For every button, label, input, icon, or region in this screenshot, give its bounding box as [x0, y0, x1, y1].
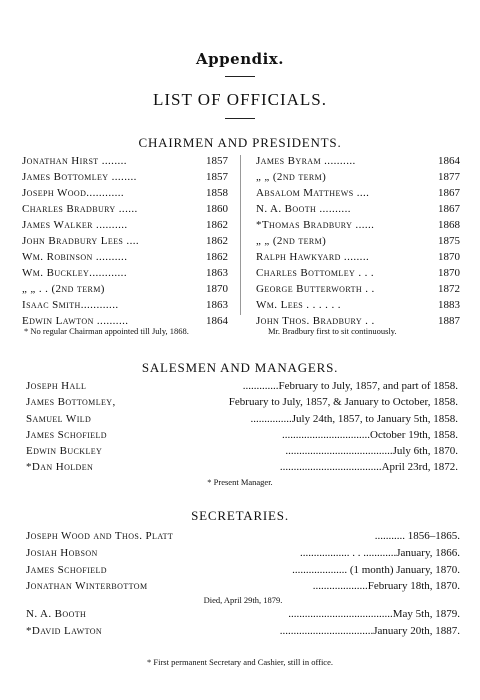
- official-name: Wm. Lees . . . . . .: [256, 299, 341, 311]
- list-title: LIST OF OFFICIALS.: [152, 90, 328, 109]
- chairmen-note-right: Mr. Bradbury first to sit continuously.: [268, 326, 397, 336]
- official-year: 1870: [438, 267, 460, 279]
- official-year: 1870: [438, 251, 460, 263]
- secretary-detail: .................... (1 month) January, 1870.: [292, 563, 460, 576]
- salesmen-note: * Present Manager.: [207, 477, 273, 487]
- official-name: John Bradbury Lees ....: [22, 235, 140, 247]
- official-name: Isaac Smith............: [22, 299, 119, 311]
- official-name: „ „ . . (2nd term): [22, 283, 105, 295]
- official-row: [22, 201, 228, 217]
- official-name: Wm. Robinson ..........: [22, 251, 128, 263]
- secretary-row: [26, 528, 460, 545]
- salesman-detail: .....................................April 23rd, 1872.: [279, 461, 458, 474]
- salesman-row: [26, 459, 458, 475]
- salesman-name: Edwin Buckley: [26, 445, 103, 458]
- secretary-row: [26, 545, 460, 562]
- official-row: [256, 169, 460, 185]
- official-name: „ „ (2nd term): [256, 171, 327, 183]
- chairmen-left-column: [22, 153, 228, 329]
- official-name: Absalom Matthews ....: [256, 187, 370, 199]
- official-name: „ „ (2nd term): [256, 235, 327, 247]
- official-row: [22, 153, 228, 169]
- official-year: 1857: [206, 171, 228, 183]
- died-note: Died, April 29th, 1879.: [203, 595, 283, 606]
- salesman-row: [26, 394, 458, 410]
- official-year: 1872: [438, 283, 460, 295]
- secretary-name: *David Lawton: [26, 624, 103, 637]
- official-row: [256, 201, 460, 217]
- official-row: [256, 265, 460, 281]
- official-row: [256, 297, 460, 313]
- secretary-name: James Schofield: [26, 563, 107, 576]
- secretary-detail: ..................................January 20th, 1887.: [279, 624, 460, 637]
- salesmen-list: [26, 378, 458, 476]
- official-year: 1857: [206, 155, 228, 167]
- salesman-detail: .......................................July 6th, 1870.: [285, 445, 458, 458]
- official-row: [256, 249, 460, 265]
- official-row: [256, 153, 460, 169]
- secretary-row: [26, 623, 460, 640]
- official-year: 1868: [438, 219, 460, 231]
- secretary-name: N. A. Booth: [26, 608, 87, 621]
- official-row: [22, 265, 228, 281]
- official-year: 1862: [206, 219, 228, 231]
- salesman-detail: ................................October 19th, 1858.: [282, 428, 458, 441]
- secretary-name: Joseph Wood and Thos. Platt: [26, 530, 174, 542]
- salesman-detail: ...............July 24th, 1857, to January 5th, 1858.: [250, 412, 458, 425]
- secretary-row: [26, 578, 460, 595]
- chairmen-heading: CHAIRMEN AND PRESIDENTS.: [138, 135, 342, 150]
- chairmen-right-column: [256, 153, 460, 329]
- official-row: [22, 217, 228, 233]
- secretary-detail: .................. . . ............January, 1866.: [300, 546, 460, 559]
- official-year: 1860: [206, 203, 228, 215]
- salesman-name: Samuel Wild: [26, 412, 92, 425]
- official-name: James Walker ..........: [22, 219, 128, 231]
- official-row: [22, 233, 228, 249]
- official-name: Joseph Wood............: [22, 187, 125, 199]
- title-rule-2: [225, 118, 255, 119]
- salesman-name: James Bottomley,: [26, 396, 116, 409]
- salesman-detail: February to July, 1857, & January to October, 1858.: [228, 396, 458, 409]
- chairmen-note-left: * No regular Chairman appointed till July, 1868.: [24, 326, 189, 336]
- official-name: Charles Bradbury ......: [22, 203, 138, 215]
- secretaries-heading: SECRETARIES.: [191, 508, 289, 523]
- official-row: [22, 169, 228, 185]
- salesman-row: [26, 411, 458, 427]
- official-year: 1887: [438, 315, 460, 327]
- salesman-name: *Dan Holden: [26, 461, 94, 474]
- official-row: [256, 233, 460, 249]
- official-name: Jonathan Hirst ........: [22, 155, 127, 167]
- official-row: [22, 297, 228, 313]
- official-year: 1862: [206, 251, 228, 263]
- secretary-name: Jonathan Winterbottom: [26, 580, 148, 593]
- official-name: Edwin Lawton ..........: [22, 315, 129, 327]
- secretaries-note: * First permanent Secretary and Cashier, still in office.: [147, 657, 333, 667]
- secretaries-list: [26, 528, 460, 640]
- official-year: 1864: [206, 315, 228, 327]
- secretary-name: Josiah Hobson: [26, 546, 98, 559]
- salesman-name: Joseph Hall: [26, 380, 87, 392]
- salesman-row: [26, 443, 458, 459]
- official-name: Wm. Buckley............: [22, 267, 127, 279]
- title-rule: [225, 76, 255, 77]
- salesman-detail: .............February to July, 1857, and part of 1858.: [242, 380, 458, 392]
- official-year: 1870: [206, 283, 228, 295]
- official-name: Charles Bottomley . . .: [256, 267, 375, 279]
- official-name: James Bottomley ........: [22, 171, 137, 183]
- official-row: [256, 281, 460, 297]
- official-row: [256, 185, 460, 201]
- salesman-row: [26, 427, 458, 443]
- official-row: [22, 281, 228, 297]
- official-row: [256, 217, 460, 233]
- secretary-detail: ....................February 18th, 1870.: [312, 580, 460, 593]
- official-name: James Byram ..........: [256, 155, 356, 167]
- salesman-row: [26, 378, 458, 394]
- official-year: 1863: [206, 267, 228, 279]
- official-name: Ralph Hawkyard ........: [256, 251, 370, 263]
- official-row: [22, 185, 228, 201]
- official-year: 1858: [206, 187, 228, 199]
- official-name: John Thos. Bradbury . .: [256, 315, 375, 327]
- official-year: 1867: [438, 203, 460, 215]
- official-year: 1864: [438, 155, 460, 167]
- official-name: *Thomas Bradbury ......: [256, 219, 375, 231]
- secretary-detail: ........... 1856–1865.: [374, 530, 460, 542]
- official-year: 1867: [438, 187, 460, 199]
- salesman-name: James Schofield: [26, 428, 107, 441]
- official-row: [22, 249, 228, 265]
- appendix-title: Appendix.: [196, 50, 284, 68]
- official-year: 1877: [438, 171, 460, 183]
- secretary-row: [26, 606, 460, 623]
- official-year: 1883: [438, 299, 460, 311]
- official-year: 1863: [206, 299, 228, 311]
- official-name: George Butterworth . .: [256, 283, 375, 295]
- official-year: 1875: [438, 235, 460, 247]
- secretary-row: [26, 562, 460, 579]
- column-divider: [240, 155, 241, 315]
- salesmen-heading: SALESMEN AND MANAGERS.: [141, 360, 339, 375]
- official-name: N. A. Booth ..........: [256, 203, 351, 215]
- official-year: 1862: [206, 235, 228, 247]
- secretary-detail: ......................................May 5th, 1879.: [288, 608, 460, 621]
